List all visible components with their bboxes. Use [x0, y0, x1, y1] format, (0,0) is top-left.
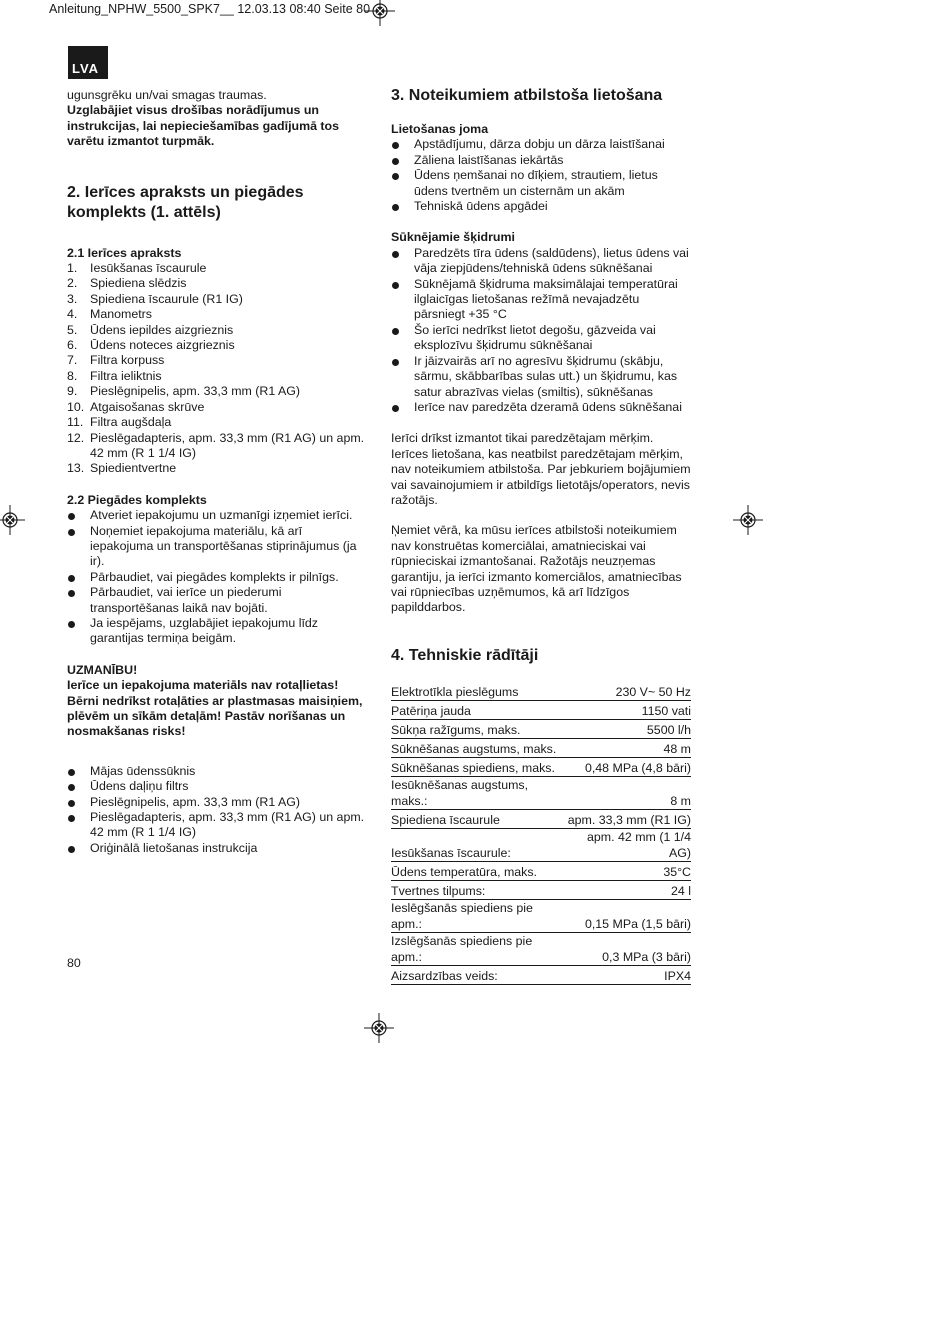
bullet-icon	[391, 168, 414, 199]
warning-text: Ierīce un iepakojuma materiāls nav rotaļlietas! Bērni nedrīkst rotaļāties ar plastmasas maisiņiem, plēvēm un sīkām detaļām! Pastāv norīšanas un nosmakšanas risks!	[67, 678, 363, 739]
list-item: Mājas ūdenssūknis	[67, 764, 367, 779]
registration-mark-bottom-icon	[364, 1013, 394, 1043]
bullet-icon	[67, 779, 90, 794]
list-item: Pārbaudiet, vai piegādes komplekts ir pilnīgs.	[67, 570, 367, 585]
bullet-icon	[67, 524, 90, 570]
section-2-title: 2. Ierīces apraksts un piegādes komplekts (1. attēls)	[67, 183, 304, 221]
commercial-use-paragraph: Ņemiet vērā, ka mūsu ierīces atbilstoši noteikumiem nav konstruētas komerciālai, amatnieciskai vai rūpnieciskai izmantošanai. Ražotājs neuzņemas garantiju, ja ierīci izmanto komerciālos, amatniecības vai rūpniecības uzņēmumos, kā arī līdzīgos papilddarbos.	[391, 523, 682, 615]
list-item: Atveriet iepakojumu un uzmanīgi izņemiet ierīci.	[67, 508, 367, 523]
list-item: 3. Spiediena īscaurule (R1 IG)	[67, 291, 243, 306]
table-row: Tvertnes tilpums: 24 l	[391, 880, 691, 899]
usage-list	[391, 137, 693, 214]
parts-list	[67, 261, 367, 477]
list-item: Oriģinālā lietošanas instrukcija	[67, 841, 367, 856]
list-item: Pārbaudiet, vai ierīce un piederumi transportēšanas laikā nav bojāti.	[67, 585, 367, 616]
table-row: Sūknēšanas spiediens, maks. 0,48 MPa (4,8 bāri)	[391, 757, 691, 776]
table-row: Elektrotīkla pieslēgums 230 V~ 50 Hz	[391, 682, 691, 701]
specs-table	[391, 682, 691, 985]
list-item: 11. Filtra augšdaļa	[67, 415, 172, 430]
list-item: Apstādījumu, dārza dobju un dārza laistīšanai	[391, 137, 693, 152]
table-row: Izslēgšanās spiediens pie apm.: 0,3 MPa (3 bāri)	[391, 933, 691, 964]
bullet-icon	[391, 277, 414, 323]
page-number: 80	[67, 956, 81, 970]
registration-mark-right-icon	[733, 505, 763, 535]
table-row: Iesūknēšanas augstums, maks.: 8 m	[391, 777, 691, 808]
list-item: 9. Pieslēgnipelis, apm. 33,3 mm (R1 AG)	[67, 384, 301, 399]
list-item: Ir jāizvairās arī no agresīvu šķidrumu (skābju, sārmu, skābbarības sulas utt.) un šķidrumu, kas satur abrazīvas vielas (smiltis), sūknēšanas	[391, 354, 693, 400]
list-item: Zāliena laistīšanas iekārtās	[391, 153, 693, 168]
list-item: Sūknējamā šķidruma maksimālajai temperatūrai ilglaicīgas lietošanas režīmā nevajadzētu pārsniegt +35 °C	[391, 277, 693, 323]
print-slug: Anleitung_NPHW_5500_SPK7__ 12.03.13 08:40 Seite 80	[49, 2, 371, 16]
package-contents-list	[67, 764, 367, 856]
list-item: 6. Ūdens noteces aizgrieznis	[67, 338, 235, 353]
list-item: 7. Filtra korpuss	[67, 353, 165, 368]
bullet-icon	[67, 616, 90, 647]
bullet-icon	[67, 585, 90, 616]
bullet-icon	[391, 199, 414, 214]
bullet-icon	[391, 400, 414, 415]
list-item: 13. Spiedientvertne	[67, 461, 177, 476]
table-row: Spiediena īscaurule apm. 33,3 mm (R1 IG)	[391, 809, 691, 828]
safety-keep-note: Uzglabājiet visus drošības norādījumus un instrukcijas, lai nepieciešamības gadījumā tos varētu izmantot turpmāk.	[67, 103, 340, 149]
subsection-2-1-title: 2.1 Ierīces apraksts	[67, 245, 182, 260]
list-item: 1. Iesūkšanas īscaurule	[67, 261, 207, 276]
bullet-icon	[67, 810, 90, 841]
list-item: Paredzēts tīra ūdens (saldūdens), lietus ūdens vai vāja ziepjūdens/tehniskā ūdens sūknēšanai	[391, 246, 693, 277]
table-row: Sūknēšanas augstums, maks. 48 m	[391, 738, 691, 757]
bullet-icon	[391, 354, 414, 400]
list-item: Ūdens ņemšanai no dīķiem, strautiem, lietus ūdens tvertnēm un cisternām un akām	[391, 168, 693, 199]
bullet-icon	[67, 508, 90, 523]
list-item: Tehniskā ūdens apgādei	[391, 199, 693, 214]
fluids-list	[391, 246, 693, 415]
table-row: Ieslēgšanās spiediens pie apm.: 0,15 MPa (1,5 bāri)	[391, 900, 691, 931]
right-column	[391, 86, 693, 985]
list-item: 5. Ūdens iepildes aizgrieznis	[67, 322, 234, 337]
list-item: 4. Manometrs	[67, 307, 152, 322]
registration-mark-left-icon	[0, 505, 25, 535]
intro-line: ugunsgrēku un/vai smagas traumas.	[67, 88, 267, 102]
section-4-title: 4. Tehniskie rādītāji	[391, 646, 539, 664]
bullet-icon	[67, 841, 90, 856]
list-item: Šo ierīci nedrīkst lietot degošu, gāzveida vai eksplozīvu šķidrumu sūknēšanai	[391, 323, 693, 354]
registration-mark-top-icon	[365, 0, 395, 26]
bullet-icon	[391, 137, 414, 152]
bullet-icon	[67, 795, 90, 810]
list-item: Ūdens daļiņu filtrs	[67, 779, 367, 794]
list-item: Noņemiet iepakojuma materiālu, kā arī iepakojuma un transportēšanas stiprinājumus (ja ir).	[67, 524, 367, 570]
list-item: Ierīce nav paredzēta dzeramā ūdens sūknēšanai	[391, 400, 693, 415]
fluids-title: Sūknējamie šķidrumi	[391, 230, 515, 245]
table-row: Patēriņa jauda 1150 vati	[391, 700, 691, 719]
table-row: Aizsardzības veids: IPX4	[391, 965, 691, 984]
list-item: Pieslēgadapteris, apm. 33,3 mm (R1 AG) un apm. 42 mm (R 1 1/4 IG)	[67, 810, 367, 841]
intended-use-paragraph: Ierīci drīkst izmantot tikai paredzētajam mērķim. Ierīces lietošana, kas neatbilst paredzētajam mērķim, nav noteikumiem atbilstoša. Par jebkuriem bojājumiem vai savainojumiem ir atbildīgs lietotājs/operators, nevis ražotājs.	[391, 431, 691, 507]
warning-title: UZMANĪBU!	[67, 662, 138, 677]
table-row: Iesūkšanas īscaurule: apm. 42 mm (1 1/4 AG)	[391, 829, 691, 860]
table-row: Ūdens temperatūra, maks. 35°C	[391, 861, 691, 880]
section-3-title: 3. Noteikumiem atbilstoša lietošana	[391, 87, 663, 104]
subsection-2-2-title: 2.2 Piegādes komplekts	[67, 492, 207, 507]
list-item: 8. Filtra ieliktnis	[67, 368, 162, 383]
list-item: 12. Pieslēgadapteris, apm. 33,3 mm (R1 AG) un apm. 42 mm (R 1 1/4 IG)	[67, 430, 365, 460]
bullet-icon	[391, 153, 414, 168]
left-column	[67, 88, 367, 856]
bullet-icon	[391, 323, 414, 354]
language-tab: LVA	[68, 46, 108, 79]
bullet-icon	[67, 764, 90, 779]
bullet-icon	[67, 570, 90, 585]
list-item: 2. Spiediena slēdzis	[67, 276, 187, 291]
table-row: Sūkņa ražīgums, maks. 5500 l/h	[391, 719, 691, 738]
delivery-steps-list	[67, 508, 367, 647]
bullet-icon	[391, 246, 414, 277]
list-item: Pieslēgnipelis, apm. 33,3 mm (R1 AG)	[67, 795, 367, 810]
list-item: Ja iespējams, uzglabājiet iepakojumu līdz garantijas termiņa beigām.	[67, 616, 367, 647]
usage-title: Lietošanas joma	[391, 122, 489, 136]
list-item: 10. Atgaisošanas skrūve	[67, 399, 205, 414]
